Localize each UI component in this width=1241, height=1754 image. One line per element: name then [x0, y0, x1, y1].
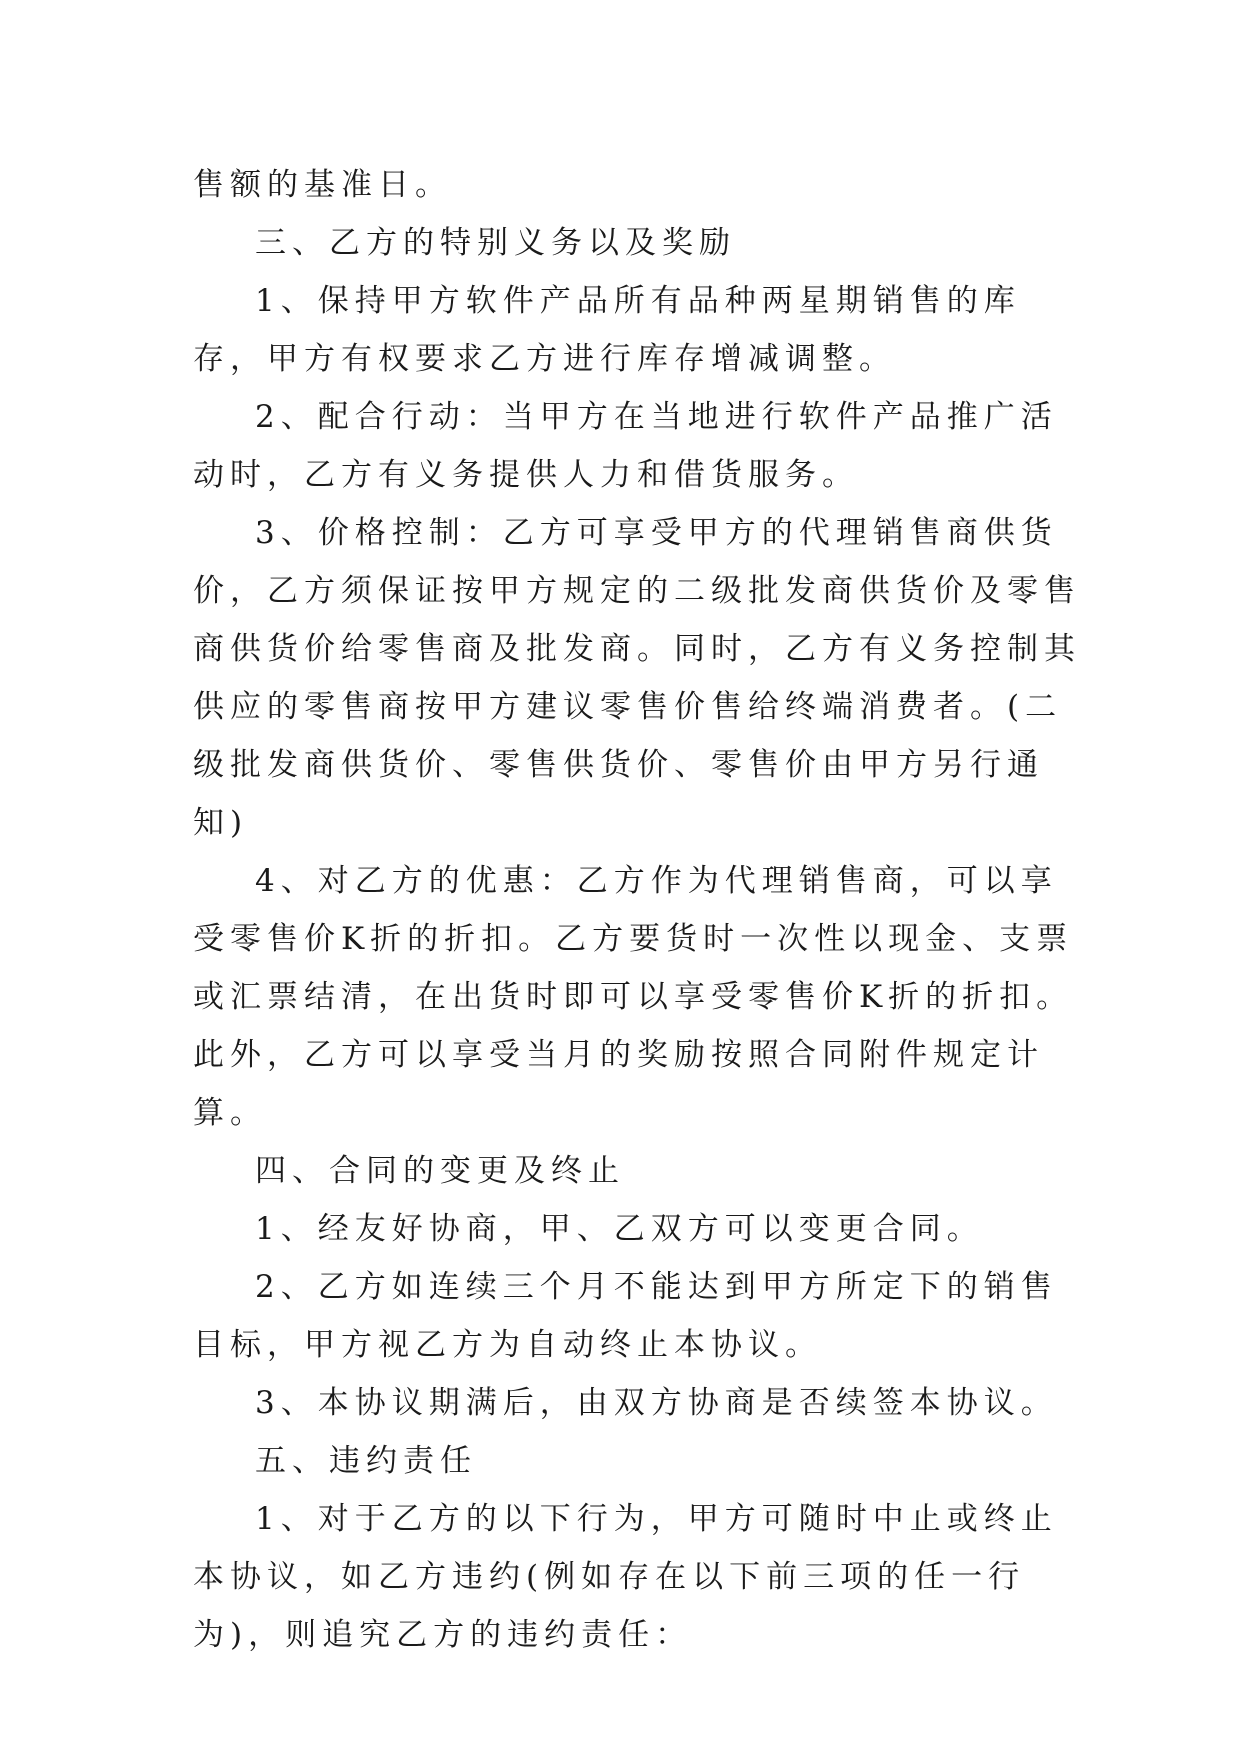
paragraph-continuation: 售额的基准日。 — [193, 167, 452, 203]
document-body — [193, 156, 1083, 1664]
clause-3-2: 2、配合行动：当甲方在当地进行软件产品推广活动时，乙方有义务提供人力和借货服务。 — [193, 399, 1058, 493]
clause-3-1: 1、保持甲方软件产品所有品种两星期销售的库存，甲方有权要求乙方进行库存增减调整。 — [193, 283, 1021, 377]
clause-5-1: 1、对于乙方的以下行为，甲方可随时中止或终止本协议，如乙方违约(例如存在以下前三项的任一行为)，则追究乙方的违约责任： — [193, 1501, 1058, 1653]
clause-4-3: 3、本协议期满后，由双方协商是否续签本协议。 — [255, 1385, 1058, 1421]
section-heading-5: 五、违约责任 — [255, 1443, 477, 1479]
clause-3-4: 4、对乙方的优惠：乙方作为代理销售商，可以享受零售价K折的折扣。乙方要货时一次性以现金、支票或汇票结清，在出货时即可以享受零售价K折的折扣。此外，乙方可以享受当月的奖励按照合同附件规定计算。 — [193, 863, 1074, 1131]
clause-4-2: 2、乙方如连续三个月不能达到甲方所定下的销售目标，甲方视乙方为自动终止本协议。 — [193, 1269, 1058, 1363]
section-heading-4: 四、合同的变更及终止 — [255, 1153, 625, 1189]
section-heading-3: 三、乙方的特别义务以及奖励 — [255, 225, 736, 261]
clause-3-3: 3、价格控制：乙方可享受甲方的代理销售商供货价，乙方须保证按甲方规定的二级批发商供货价及零售商供货价给零售商及批发商。同时，乙方有义务控制其供应的零售商按甲方建议零售价售给终端消费者。(二级批发商供货价、零售供货价、零售价由甲方另行通知) — [193, 515, 1081, 841]
clause-4-1: 1、经友好协商，甲、乙双方可以变更合同。 — [255, 1211, 984, 1247]
